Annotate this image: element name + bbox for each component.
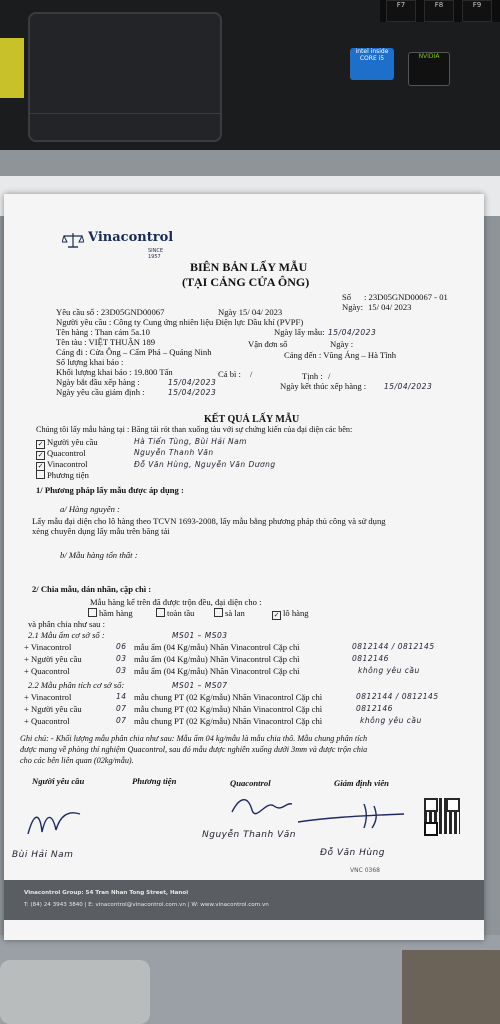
moist-row-seal-0: 0812144 / 0812145 [352, 642, 435, 651]
section-1a-text2: xẻng chuyên dụng lấy mẫu trên băng tải [32, 526, 170, 536]
sig-name-requester: Bùi Hải Nam [12, 850, 74, 860]
tinh-value: / [328, 371, 331, 381]
anal-row-party-2: + Quacontrol [24, 716, 70, 726]
moist-row-text-2: mẫu ẩm (04 Kg/mẫu) Nhãn Vinacontrol Cặp chì [134, 666, 300, 676]
ca-bi: Cá bì : [218, 369, 241, 379]
sig-name-inspector: Đỗ Văn Hùng [320, 848, 385, 858]
scale-icon [62, 232, 84, 248]
vnc-code: VNC 0368 [350, 867, 380, 874]
ca-bi-value: / [250, 369, 253, 379]
touchpad-button [30, 113, 220, 140]
anal-row-text-1: mẫu chung PT (02 Kg/mẫu) Nhãn Vinacontrol Cặp chì [134, 704, 323, 714]
ghi-chu-3: cho các bên liên quan (02kg/mẫu). [20, 756, 134, 765]
signature-quacontrol [226, 792, 296, 826]
anal-row-party-1: + Người yêu cầu [24, 704, 82, 714]
document-paper [4, 194, 484, 940]
moist-row-party-1: + Người yêu cầu [24, 654, 82, 664]
so-value: : 23D05GND00067 - 01 [364, 292, 448, 302]
ngay-giam-dinh: 15/04/2023 [168, 388, 217, 397]
anal-row-text-0: mẫu chung PT (02 Kg/mẫu) Nhãn Vinacontrol Cặp chì [134, 692, 323, 702]
ngay-bat-dau: 15/04/2023 [168, 378, 217, 387]
key-f7: F7 [386, 0, 416, 22]
anal-row-qty-2: 07 [116, 716, 127, 725]
section-2-text: Mẫu hàng kể trên đã được trộn đều, đại diện cho : [90, 597, 262, 607]
party-row-vinacontrol: ✓ Vinacontrol [37, 459, 88, 470]
logo-sub: SINCE 1957 [148, 248, 164, 260]
checkbox-quacontrol: ✓ [37, 451, 44, 459]
doc-title: BIÊN BẢN LẤY MẪU [190, 260, 308, 274]
moist-row-qty-2: 03 [116, 666, 127, 675]
doc-subtitle: (TẠI CẢNG CỬA ÔNG) [182, 275, 310, 289]
anal-row-seal-2: không yêu cầu [360, 716, 422, 725]
section-1a-text1: Lấy mẫu đại diện cho lô hàng theo TCVN 1693-2008, lấy mẫu bằng phương pháp thủ công và sử dụng [32, 516, 386, 526]
section-2-title: 2/ Chia mẫu, dán nhãn, cặp chì : [32, 584, 152, 594]
moist-row-text-1: mẫu ẩm (04 Kg/mẫu) Nhãn Vinacontrol Cặp chì [134, 654, 300, 664]
document [4, 194, 484, 940]
moist-row-seal-1: 0812146 [352, 654, 389, 663]
moist-row-party-0: + Vinacontrol [24, 642, 72, 652]
logo-text: Vinacontrol [88, 230, 174, 245]
sig-label-inspector: Giám định viên [334, 778, 389, 788]
footer-line-2: T: (84) 24 3943 3840 | E: vinacontrol@vinacontrol.com.vn | W: www.vinacontrol.com.vn [24, 902, 269, 908]
moist-row-text-0: mẫu ẩm (04 Kg/mẫu) Nhãn Vinacontrol Cặp chì [134, 642, 300, 652]
cang-den: Cảng đến : Vũng Áng – Hà Tĩnh [284, 350, 397, 360]
key-f8: F8 [424, 0, 454, 22]
tinh: Tịnh : [302, 371, 323, 381]
nguoi-yeu-cau: Người yêu cầu : Công ty Cung ứng nhiên liệu Điện lực Dầu khí (PVPF) [56, 317, 304, 327]
option-lo-hang: ✓ lô hàng [273, 608, 309, 619]
key-f9: F9 [462, 0, 492, 22]
sig-label-requester: Người yêu cầu [32, 776, 85, 786]
ghi-chu-2: được mang về phòng thí nghiệm Quacontrol, sau đó mẫu được nghiền xuống dưới 3mm và được trộn chia [20, 745, 368, 754]
khoi-luong: Khối lượng khai báo : 19.800 Tấn [56, 367, 173, 377]
anal-row-qty-0: 14 [116, 692, 127, 701]
signature-inspector [294, 800, 414, 830]
nvidia-sticker: NVIDIA [408, 52, 450, 86]
option-toan-tau: toàn tầu [156, 608, 194, 618]
ten-tau: Tên tàu : VIỆT THUẬN 189 [56, 337, 156, 347]
party-row-nguoi-yeu-cau: ✓ Người yêu cầu [37, 437, 98, 448]
party-value-quacontrol: Nguyễn Thanh Văn [134, 448, 214, 457]
option-sa-lan: sà lan [214, 608, 245, 618]
sig-label-vehicle: Phương tiện [132, 776, 177, 786]
ngay-label: Ngày: [342, 302, 364, 312]
checkbox-nguoi-yeu-cau: ✓ [37, 440, 44, 448]
van-don: Vận đơn số [248, 339, 288, 349]
yeu-cau-so: Yêu cầu số : 23D05GND00067 [56, 307, 165, 317]
option-ham-hang: hầm hàng [88, 608, 133, 618]
ngay-giam-dinh-label: Ngày yêu cầu giám định : [56, 387, 145, 397]
anal-row-seal-1: 0812146 [356, 704, 393, 713]
party-value-vinacontrol: Đỗ Văn Hùng, Nguyễn Văn Dương [134, 460, 276, 469]
touchpad [28, 12, 222, 142]
moist-row-seal-2: không yêu cầu [358, 666, 420, 675]
party-row-quacontrol: ✓ Quacontrol [37, 448, 86, 459]
qr-code-corner [424, 822, 438, 836]
signature-requester [24, 806, 84, 840]
wooden-box [402, 950, 500, 1024]
phan-chia-text: và phân chia như sau : [28, 619, 105, 629]
yeu-cau-ngay: Ngày 15/ 04/ 2023 [218, 307, 283, 317]
ngay-value: 15/ 04/ 2023 [368, 302, 412, 312]
ket-qua-title: KẾT QUẢ LẤY MẪU [204, 414, 300, 425]
section-2-2: 2.2 Mẫu phân tích cơ sở số: [28, 680, 125, 690]
section-1a: a/ Hàng nguyên : [60, 504, 120, 514]
section-2-1-value: MS01 – MS03 [172, 631, 228, 640]
party-row-phuong-tien: Phương tiện [36, 470, 89, 480]
anal-row-party-0: + Vinacontrol [24, 692, 72, 702]
section-1-title: 1/ Phương pháp lấy mẫu được áp dụng : [36, 485, 184, 495]
ngay-lay-mau-label: Ngày lấy mẫu: [274, 327, 325, 337]
ghi-chu-1: Ghi chú: - Khối lượng mẫu phân chia như sau: Mẫu ẩm 04 kg/mẫu là mẫu chia thô. Mẫu chung phân tích [20, 734, 368, 743]
so-label: Số [342, 292, 352, 302]
sig-label-quacontrol: Quacontrol [230, 778, 271, 788]
doc-footer [4, 880, 484, 920]
ngay-ket-thuc-label: Ngày kết thúc xếp hàng : [280, 381, 367, 391]
sock [0, 960, 150, 1024]
checkbox-phuong-tien [36, 470, 45, 479]
anal-row-text-2: mẫu chung PT (02 Kg/mẫu) Nhãn Vinacontrol Cặp chì [134, 716, 323, 726]
moist-row-party-2: + Quacontrol [24, 666, 70, 676]
ngay-ket-thuc: 15/04/2023 [384, 382, 433, 391]
ten-hang: Tên hàng : Than cám 5a.10 [56, 327, 150, 337]
so-luong-khai-bao: Số lượng khai báo : [56, 357, 124, 367]
moist-row-qty-0: 06 [116, 642, 127, 651]
anal-row-qty-1: 07 [116, 704, 127, 713]
section-2-2-value: MS01 – MS07 [172, 681, 228, 690]
cang-di: Cảng đi : Cửa Ông – Cẩm Phả – Quảng Ninh [56, 347, 212, 357]
footer-line-1: Vinacontrol Group: 54 Tran Nhan Tong Street, Hanoi [24, 890, 189, 896]
left-sticker [0, 38, 24, 98]
ngay-lay-mau: 15/04/2023 [328, 328, 377, 337]
function-keys [380, 0, 500, 22]
chung-toi-text: Chúng tôi lấy mẫu hàng tại : Băng tải rót than xuống tàu với sự chứng kiến của đại diện các bên: [36, 425, 353, 434]
anal-row-seal-0: 0812144 / 0812145 [356, 692, 439, 701]
checkbox-vinacontrol: ✓ [37, 462, 44, 470]
intel-sticker: intel inside CORE i5 [350, 48, 394, 80]
section-2-1: 2.1 Mẫu ẩm cơ sở số : [28, 630, 105, 640]
sig-name-quacontrol: Nguyễn Thanh Văn [202, 830, 296, 840]
ngay-bat-dau-label: Ngày bắt đầu xếp hàng : [56, 377, 140, 387]
section-1b: b/ Mẫu hàng tổn thất : [60, 550, 138, 560]
party-value-nguoi-yeu-cau: Hà Tiến Tùng, Bùi Hải Nam [134, 437, 247, 446]
ngay-vd: Ngày : [330, 339, 354, 349]
moist-row-qty-1: 03 [116, 654, 127, 663]
